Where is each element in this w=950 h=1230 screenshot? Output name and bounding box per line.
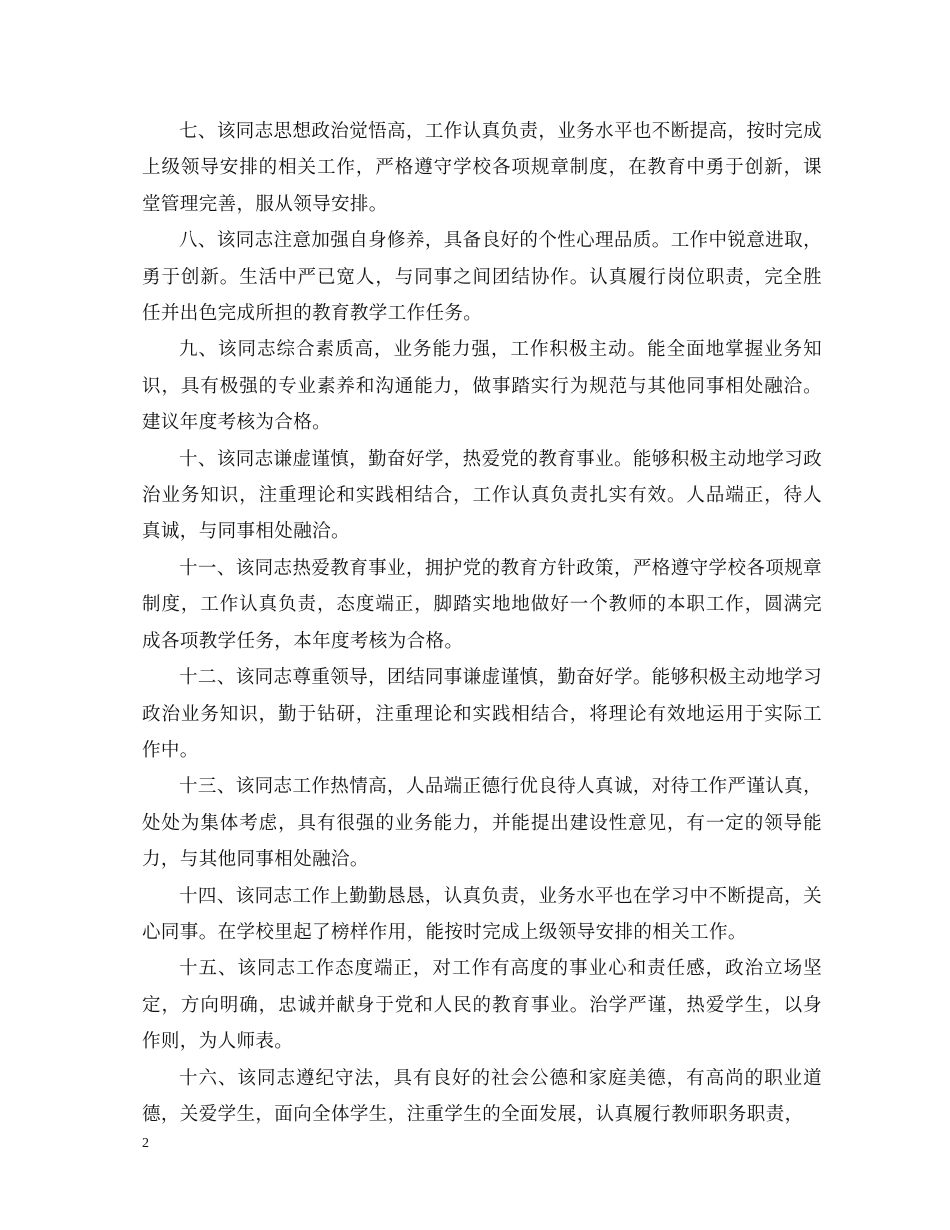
paragraph-16: 十六、该同志遵纪守法，具有良好的社会公德和家庭美德，有高尚的职业道德，关爱学生，面向全体学生，注重学生的全面发展，认真履行教师职务职责， — [142, 1067, 822, 1125]
paragraph-7: 七、该同志思想政治觉悟高，工作认真负责，业务水平也不断提高，按时完成上级领导安排的相关工作，严格遵守学校各项规章制度，在教育中勇于创新，课堂管理完善，服从领导安排。 — [142, 121, 822, 215]
page-number: 2 — [142, 1136, 149, 1151]
paragraph-9: 九、该同志综合素质高，业务能力强，工作积极主动。能全面地掌握业务知识，具有极强的专业素养和沟通能力，做事踏实行为规范与其他同事相处融洽。建议年度考核为合格。 — [142, 339, 822, 434]
document-body — [142, 114, 822, 1133]
paragraph-12: 十二、该同志尊重领导，团结同事谦虚谨慎，勤奋好学。能够积极主动地学习政治业务知识，勤于钻研，注重理论和实践相结合，将理论有效地运用于实际工作中。 — [142, 667, 822, 761]
paragraph-14: 十四、该同志工作上勤勤恳恳，认真负责，业务水平也在学习中不断提高，关心同事。在学校里起了榜样作用，能按时完成上级领导安排的相关工作。 — [142, 885, 822, 943]
paragraph-15: 十五、该同志工作态度端正，对工作有高度的事业心和责任感，政治立场坚定，方向明确，忠诚并献身于党和人民的教育事业。治学严谨，热爱学生，以身作则，为人师表。 — [142, 958, 822, 1053]
paragraph-11: 十一、该同志热爱教育事业，拥护党的教育方针政策，严格遵守学校各项规章制度，工作认真负责，态度端正，脚踏实地地做好一个教师的本职工作，圆满完成各项教学任务，本年度考核为合格。 — [142, 557, 822, 652]
paragraph-8: 八、该同志注意加强自身修养，具备良好的个性心理品质。工作中锐意进取，勇于创新。生活中严已宽人，与同事之间团结协作。认真履行岗位职责，完全胜任并出色完成所担的教育教学工作任务。 — [142, 230, 822, 325]
paragraph-13: 十三、该同志工作热情高，人品端正德行优良待人真诚，对待工作严谨认真，处处为集体考虑，具有很强的业务能力，并能提出建设性意见，有一定的领导能力，与其他同事相处融洽。 — [142, 776, 822, 871]
paragraph-10: 十、该同志谦虚谨慎，勤奋好学，热爱党的教育事业。能够积极主动地学习政治业务知识，注重理论和实践相结合，工作认真负责扎实有效。人品端正，待人真诚，与同事相处融洽。 — [142, 448, 822, 543]
